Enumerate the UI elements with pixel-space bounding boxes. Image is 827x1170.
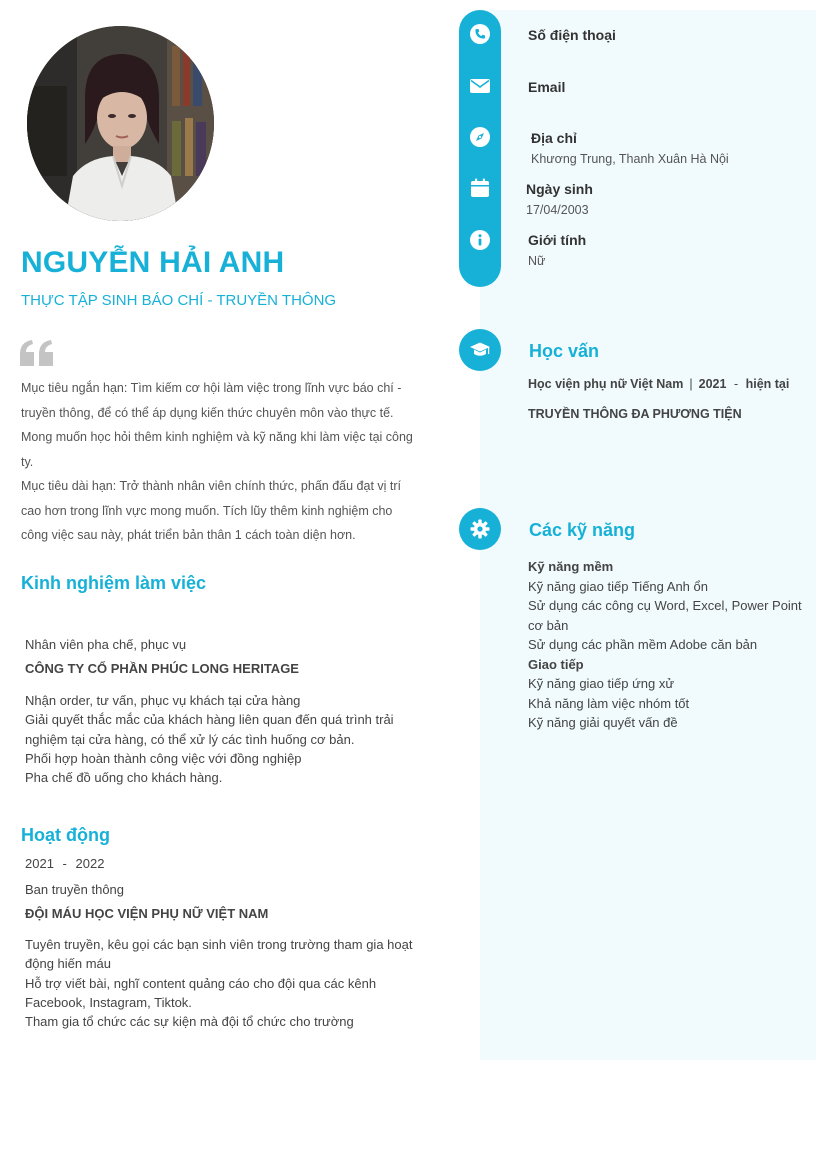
phone-label: Số điện thoại: [528, 27, 616, 43]
activity-start: 2021: [25, 856, 54, 871]
activities-section-title: Hoạt động: [21, 825, 110, 845]
activity-description: [25, 935, 435, 1031]
objective-line: Mong muốn học hỏi thêm kinh nghiệm và kỹ năng khi làm việc tại công: [21, 430, 413, 444]
activity-line: Facebook, Instagram, Tiktok.: [25, 994, 192, 1010]
activity-period: [25, 856, 104, 871]
skill-item: cơ bản: [528, 617, 569, 633]
activity-line: Tuyên truyền, kêu gọi các bạn sinh viên trong trường tham gia hoạt: [25, 937, 413, 952]
skills-group-communication: Giao tiếp: [528, 656, 584, 672]
activity-role: Ban truyền thông: [25, 882, 125, 897]
career-objective: [21, 376, 436, 548]
address-value: Khương Trung, Thanh Xuân Hà Nội: [531, 152, 729, 166]
activity-end: 2022: [75, 856, 105, 871]
objective-line: Mục tiêu ngắn hạn: Tìm kiếm cơ hội làm việc trong lĩnh vực báo chí -: [21, 381, 402, 395]
activity-line: động hiến máu: [25, 956, 112, 972]
skills-list: [528, 557, 810, 733]
skills-group-soft: Kỹ năng mềm: [528, 559, 614, 574]
envelope-icon: [469, 75, 491, 97]
experience-section-title: Kinh nghiệm làm việc: [21, 573, 207, 593]
experience-position: Nhân viên pha chế, phục vụ: [25, 637, 187, 652]
skills-section-title: Các kỹ năng: [529, 520, 636, 540]
address-label: Địa chỉ: [531, 130, 577, 146]
email-label: Email: [528, 79, 566, 95]
skill-item: Khả năng làm việc nhóm tốt: [528, 695, 690, 711]
experience-description: [25, 691, 435, 787]
graduation-cap-icon: [459, 329, 501, 371]
skill-item: Kỹ năng giao tiếp Tiếng Anh ổn: [528, 578, 708, 594]
objective-line: Mục tiêu dài hạn: Trở thành nhân viên chính thức, phấn đấu đạt vị trí: [21, 479, 401, 493]
education-section-title: Học vấn: [529, 341, 600, 361]
portrait-photo: [27, 26, 214, 221]
experience-line: Pha chế đồ uống cho khách hàng.: [25, 770, 223, 786]
gear-icon: [459, 508, 501, 550]
experience-line: nghiệm tại cửa hàng, có thể xử lý các tình huống cơ bản.: [25, 731, 355, 747]
education-separator: |: [689, 377, 693, 391]
skill-item: Sử dụng các phần mềm Adobe căn bản: [528, 637, 758, 652]
activity-dash: -: [62, 856, 67, 871]
gender-value: Nữ: [528, 254, 546, 268]
experience-line: Phối hợp hoàn thành công việc với đồng nghiệp: [25, 750, 302, 766]
birthday-value: 17/04/2003: [526, 203, 589, 217]
education-school: Học viện phụ nữ Việt Nam: [528, 377, 684, 391]
objective-line: truyền thông, để có thể áp dụng kiến thức chuyên môn vào thực tế.: [21, 405, 394, 420]
education-dash: -: [733, 377, 739, 391]
gender-label: Giới tính: [528, 232, 587, 248]
education-school-line: [528, 377, 789, 391]
quote-icon: [20, 340, 54, 366]
education-end: hiện tại: [745, 377, 790, 391]
skill-item: Kỹ năng giao tiếp ứng xử: [528, 676, 675, 691]
phone-icon: [469, 23, 491, 45]
birthday-label: Ngày sinh: [526, 181, 593, 197]
objective-line: ty.: [21, 454, 34, 469]
compass-icon: [469, 126, 491, 148]
education-major: TRUYỀN THÔNG ĐA PHƯƠNG TIỆN: [528, 407, 742, 421]
activity-line: Tham gia tổ chức các sự kiện mà đội tổ chức cho trường: [25, 1014, 354, 1030]
experience-line: Nhận order, tư vấn, phục vụ khách tại cửa hàng: [25, 693, 301, 708]
skill-item: Kỹ năng giải quyết vấn đề: [528, 715, 678, 730]
avatar: [27, 26, 214, 221]
objective-line: công việc sau này, phát triển bản thân 1 cách toàn diện hơn.: [21, 528, 356, 542]
experience-line: Giải quyết thắc mắc của khách hàng liên quan đến quá trình trải: [25, 712, 394, 728]
experience-company: CÔNG TY CỔ PHẦN PHÚC LONG HERITAGE: [25, 661, 299, 676]
activity-line: Hỗ trợ viết bài, nghĩ content quảng cáo cho đội qua các kênh: [25, 975, 377, 991]
job-title: THỰC TẬP SINH BÁO CHÍ - TRUYỀN THÔNG: [21, 292, 337, 309]
activity-organization: ĐỘI MÁU HỌC VIỆN PHỤ NỮ VIỆT NAM: [25, 906, 269, 921]
info-icon: [469, 229, 491, 251]
candidate-name: NGUYỄN HẢI ANH: [21, 246, 285, 279]
education-start: 2021: [698, 377, 727, 391]
calendar-icon: [469, 177, 491, 199]
skill-item: Sử dụng các công cụ Word, Excel, Power Point: [528, 598, 802, 613]
objective-line: cao hơn trong lĩnh vực mong muốn. Tích lũy thêm kinh nghiệm cho: [21, 503, 393, 518]
